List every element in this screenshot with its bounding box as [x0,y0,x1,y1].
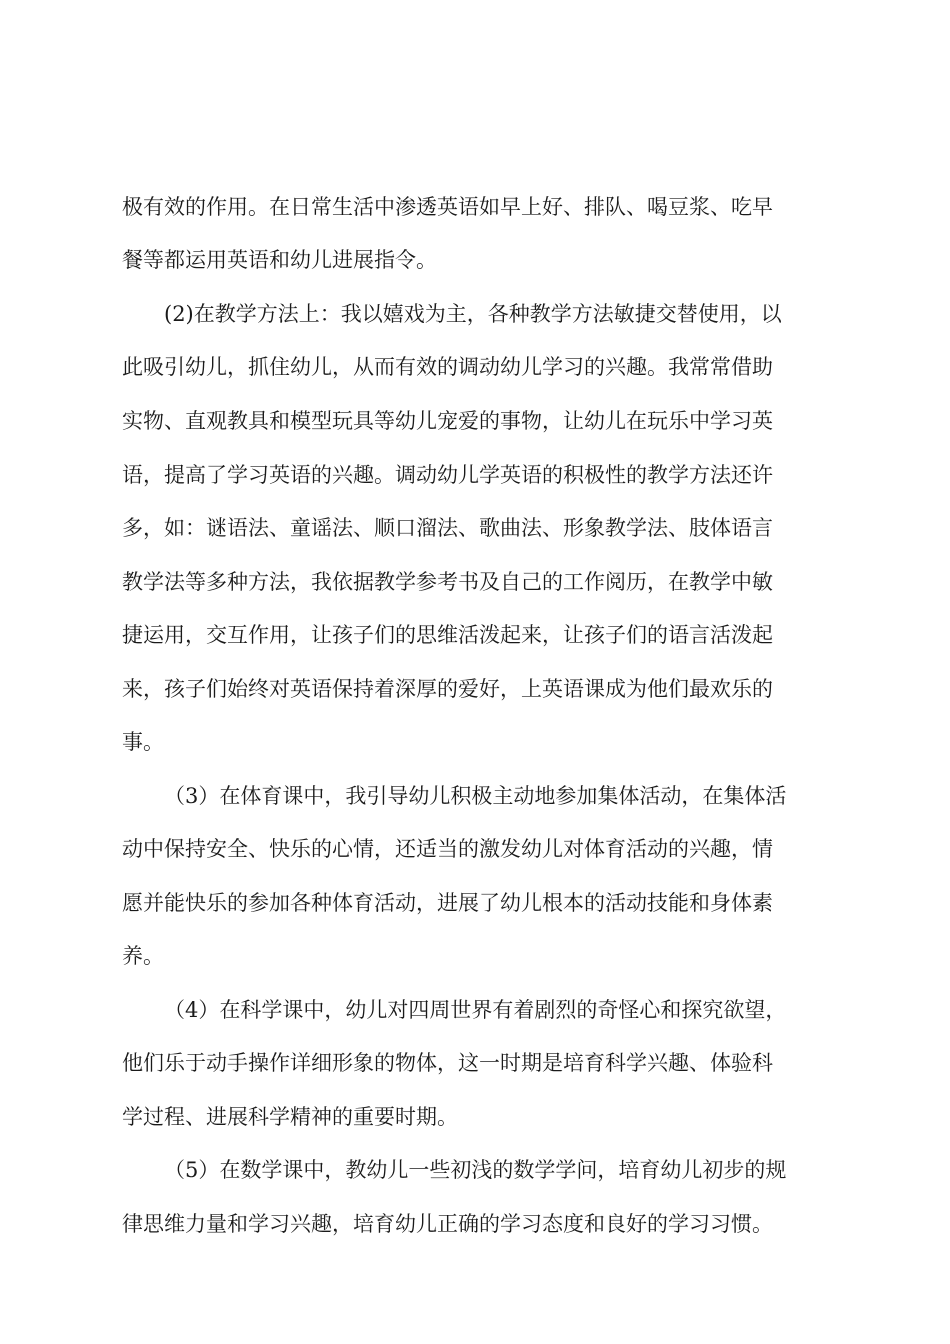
paragraph-3-line-2 [0,829,950,869]
paragraph-1-line-2 [0,240,950,280]
text-line: 捷运用，交互作用，让孩子们的思维活泼起来，让孩子们的语言活泼起 [122,623,773,647]
paragraph-4-line-2 [0,1043,950,1083]
paragraph-2-line-8 [0,669,950,709]
paragraph-3-line-1 [0,776,950,816]
paragraph-2-line-5 [0,508,950,548]
text-line: （3）在体育课中，我引导幼儿积极主动地参加集体活动，在集体活 [164,784,787,808]
text-line: 多，如：谜语法、童谣法、顺口溜法、歌曲法、形象教学法、肢体语言 [122,516,773,540]
paragraph-4-line-1 [0,990,950,1030]
text-line: 愿并能快乐的参加各种体育活动，进展了幼儿根本的活动技能和身体素 [122,891,773,915]
text-line: 语，提高了学习英语的兴趣。调动幼儿学英语的积极性的教学方法还许 [122,463,773,487]
text-line: 事。 [122,730,164,754]
text-line: 动中保持安全、快乐的心情，还适当的激发幼儿对体育活动的兴趣，情 [122,837,773,861]
text-line: 此吸引幼儿，抓住幼儿，从而有效的调动幼儿学习的兴趣。我常常借助 [122,355,773,379]
text-line: 学过程、进展科学精神的重要时期。 [122,1105,458,1129]
text-line: 他们乐于动手操作详细形象的物体，这一时期是培育科学兴趣、体验科 [122,1051,773,1075]
paragraph-2-line-3 [0,401,950,441]
text-line: 养。 [122,944,164,968]
paragraph-2-line-1 [0,294,950,334]
paragraph-2-line-7 [0,615,950,655]
text-line: 教学法等多种方法，我依据教学参考书及自己的工作阅历，在教学中敏 [122,570,773,594]
paragraph-2-line-6 [0,562,950,602]
paragraph-2-line-2 [0,347,950,387]
text-line: 餐等都运用英语和幼儿进展指令。 [122,248,437,272]
text-line: 极有效的作用。在日常生活中渗透英语如早上好、排队、喝豆浆、吃早 [122,195,773,219]
paragraph-5-line-1 [0,1150,950,1190]
paragraph-3-line-4 [0,936,950,976]
paragraph-4-line-3 [0,1097,950,1137]
paragraph-3-line-3 [0,883,950,923]
text-line: 实物、直观教具和模型玩具等幼儿宠爱的事物，让幼儿在玩乐中学习英 [122,409,773,433]
text-line: (2)在教学方法上：我以嬉戏为主，各种教学方法敏捷交替使用，以 [164,302,782,326]
text-line: （5）在数学课中，教幼儿一些初浅的数学学问，培育幼儿初步的规 [164,1158,787,1182]
paragraph-1-line-1 [0,187,950,227]
text-line: 来，孩子们始终对英语保持着深厚的爱好，上英语课成为他们最欢乐的 [122,677,773,701]
paragraph-5-line-2 [0,1204,950,1244]
paragraph-2-line-9 [0,722,950,762]
paragraph-2-line-4 [0,455,950,495]
text-line: 律思维力量和学习兴趣，培育幼儿正确的学习态度和良好的学习习惯。 [122,1212,773,1236]
text-line: （4）在科学课中，幼儿对四周世界有着剧烈的奇怪心和探究欲望， [164,998,787,1022]
